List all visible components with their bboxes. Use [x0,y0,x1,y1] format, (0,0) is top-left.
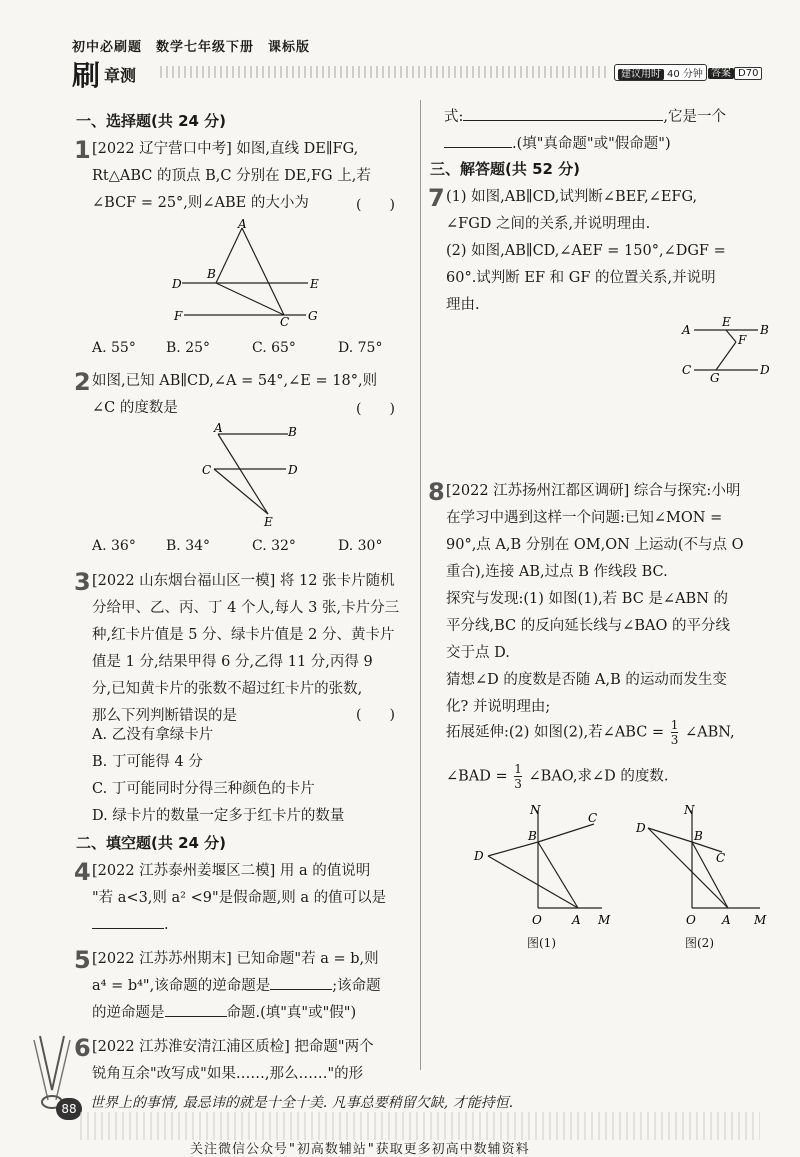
svg-text:B: B [207,267,216,281]
fraction-one-third-2: $\frac{1}{3}$ [514,762,522,791]
brand-small-text: 章测 [104,65,137,85]
footer-note: 关注微信公众号"初高数辅站"获取更多初高中数辅资料 [190,1142,530,1157]
svg-text:B: B [528,829,537,843]
q1-option-a[interactable]: A. 55° [92,340,136,356]
answer-code: D70 [734,67,762,80]
q6-blank-2[interactable] [444,133,512,148]
question-1-figure [170,218,330,333]
q2-option-b[interactable]: B. 34° [166,538,211,554]
svg-text:B: B [694,829,703,843]
svg-text:C: C [588,811,598,825]
question-7-text: (1) 如图,AB∥CD,试判断∠BEF,∠EFG, ∠FGD 之间的关系,并说明理由. (2) 如图,AB∥CD,∠AEF = 150°,∠DGF = 60°.试判断 EF 和 GF 的位置关系,并说明 理由. [446,189,726,313]
question-2-text: 如图,已知 AB∥CD,∠A = 54°,∠E = 18°,则 ∠C 的度数是 [92,373,378,416]
q3-option-a[interactable]: A. 乙没有拿绿卡片 [92,727,214,743]
question-6-text: [2022 江苏淮安清江浦区质检] 把命题"两个 锐角互余"改写成"如果……,那么……"的形 [92,1039,374,1082]
q1-option-b[interactable]: B. 25° [166,340,211,356]
question-number-5: 5 [74,946,91,974]
column-divider [420,100,421,1070]
q3-option-c[interactable]: C. 丁可能同时分得三种颜色的卡片 [92,781,315,797]
question-3-options [92,722,344,830]
q2-option-d[interactable]: D. 30° [338,538,383,554]
answer-label: 答案 [708,68,734,79]
time-value: 40 分钟 [667,69,703,80]
answer-ref-badge [708,64,762,79]
q5-blank-2[interactable] [165,1002,227,1017]
q5-blank-1[interactable] [270,975,332,990]
svg-text:O: O [686,913,696,927]
question-8-extension: 拓展延伸:(2) 如图(2),若∠ABC = $\frac{1}{3}$ ∠ABN, [446,718,735,747]
svg-text:N: N [530,803,541,817]
svg-text:B: B [288,425,297,439]
question-number-3: 3 [74,568,91,596]
svg-text:D: D [760,363,770,377]
svg-text:F: F [738,333,747,347]
svg-text:E: E [722,316,731,329]
q3-option-b[interactable]: B. 丁可能得 4 分 [92,754,203,770]
question-2-figure [196,422,316,532]
brand-big-char: 刷 [72,59,101,92]
question-6-continuation: 式: ,它是一个 .(填"真命题"或"假命题") [444,104,726,158]
svg-text:E: E [310,277,319,291]
q6-blank-1[interactable] [463,106,663,121]
question-number-2: 2 [74,368,91,396]
book-series-title: 初中必刷题 数学七年级下册 课标版 [72,40,311,55]
figure-1-caption: 图(1) [527,936,556,950]
svg-text:F: F [174,309,183,323]
svg-text:A: A [682,323,691,337]
q2-option-a[interactable]: A. 36° [92,538,136,554]
svg-text:C: C [716,851,726,865]
question-4-text: [2022 江苏泰州姜堰区二模] 用 a 的值说明 "若 a<3,则 a² <9"是假命题,则 a 的值可以是 . [92,863,387,933]
q3-option-d[interactable]: D. 绿卡片的数量一定多于红卡片的数量 [92,808,345,824]
question-number-4: 4 [74,858,91,886]
section-choice-heading: 一、选择题(共 24 分) [76,112,227,130]
figure-2-caption: 图(2) [685,936,714,950]
q1-option-c[interactable]: C. 65° [252,340,296,356]
question-1-text: [2022 辽宁营口中考] 如图,直线 DE∥FG, Rt△ABC 的顶点 B,C 分别在 DE,FG 上,若 ∠BCF = 25°,则∠ABE 的大小为 [92,141,371,211]
question-7-figure [676,316,776,388]
svg-text:E: E [264,515,273,529]
question-3-text: [2022 山东烟台福山区一模] 将 12 张卡片随机 分给甲、乙、丙、丁 4 个人,每人 3 张,卡片分三 种,红卡片值是 5 分、绿卡片值是 2 分、黄卡片 值是 1 分,结果甲得 6 分,乙得 11 分,丙得 9 分,已知黄卡片的张数不超过红卡片的张数, 那么下列判断错误的是 [92,573,400,724]
svg-text:O: O [532,913,542,927]
svg-text:A: A [572,913,581,927]
suggested-time-badge [614,64,707,81]
question-3-answer-paren: ( ) [356,707,395,723]
svg-text:M: M [598,913,611,927]
svg-text:A: A [238,218,247,231]
svg-text:D: D [288,463,298,477]
q1-option-d[interactable]: D. 75° [338,340,383,356]
svg-text:A: A [722,913,731,927]
question-5-text: [2022 江苏苏州期末] 已知命题"若 a = b,则 a⁴ = b⁴",该命题的逆命题是 ;该命题 的逆命题是 命题.(填"真"或"假") [92,951,381,1021]
question-1-answer-paren: ( ) [356,197,395,213]
question-number-6: 6 [74,1034,91,1062]
question-number-7: 7 [428,184,445,212]
question-number-1: 1 [74,136,91,164]
svg-text:C: C [682,363,692,377]
question-8-figure-2 [634,800,784,940]
svg-text:D: D [474,849,484,863]
svg-text:N: N [684,803,695,817]
page-number: 88 [56,1098,82,1120]
header-decoration-strip [160,66,610,78]
time-label: 建议用时 [618,69,664,80]
question-2-answer-paren: ( ) [356,401,395,417]
svg-text:D: D [172,277,182,291]
fraction-one-third: $\frac{1}{3}$ [670,718,679,747]
footer-dots [80,1112,760,1140]
svg-text:M: M [754,913,767,927]
svg-text:C: C [202,463,212,477]
svg-text:D: D [636,821,646,835]
q4-answer-blank[interactable] [92,914,164,929]
svg-text:C: C [280,315,290,329]
section-answer-heading: 三、解答题(共 52 分) [430,160,581,178]
svg-text:G: G [308,309,318,323]
q2-option-c[interactable]: C. 32° [252,538,296,554]
svg-text:B: B [760,323,769,337]
section-fill-heading: 二、填空题(共 24 分) [76,834,227,852]
chapter-test-logo [72,54,136,94]
question-8-text: [2022 江苏扬州江都区调研] 综合与探究:小明 在学习中遇到这样一个问题:已知∠MON = 90°,点 A,B 分别在 OM,ON 上运动(不与点 O 重合),连接 AB,过点 B 作线段 BC. 探究与发现:(1) 如图(1),若 BC 是∠ABN 的 平分线,BC 的反向延长线与∠BAO 的平分线 交于点 D. 猜想∠D 的度数是否随 A,B 的运动而发生变 化? 并说明理由; [446,483,744,715]
question-8-extension-line2: ∠BAD = $\frac{1}{3}$ ∠BAO,求∠D 的度数. [446,762,669,791]
svg-text:G: G [710,371,720,385]
question-8-figure-1 [470,800,620,940]
svg-text:A: A [214,422,223,435]
question-number-8: 8 [428,478,445,506]
footer-quote: 世界上的事情, 最忌讳的就是十全十美. 凡事总要稍留欠缺, 才能持恒. [90,1095,514,1111]
